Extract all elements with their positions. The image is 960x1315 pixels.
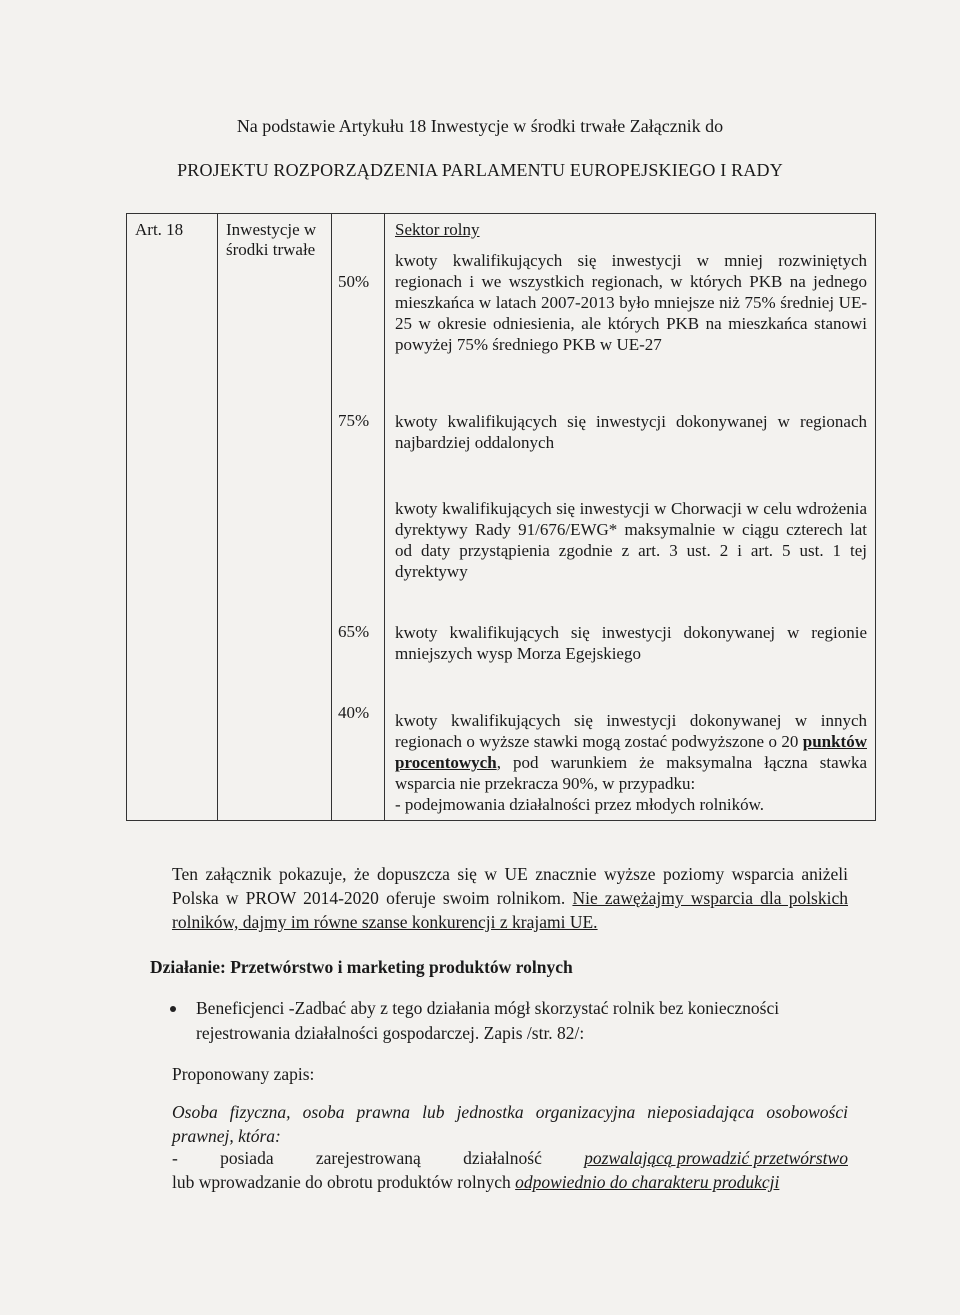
row-50-text: kwoty kwalifikujących się inwestycji w mniej rozwiniętych regionach i we wszystkich regionach, w których PKB na jednego mieszkańca w latach 2007-2013 było mniejsze niż 75% średniej UE-25 w okresie odniesienia, ale których PKB na mieszkańca stanowi powyżej 75% średniego PKB w UE-27: [395, 251, 867, 354]
percent-50: 50%: [338, 272, 370, 291]
row-croatia-text: kwoty kwalifikujących się inwestycji w Chorwacji w celu wdrożenia dyrektywy Rady 91/676/EWG* maksymalnie w ciągu czterech lat od daty przystąpienia zgodnie z art. 3 ust. 2 i art. 5 ust. 1 tej dyrektywy: [395, 499, 867, 581]
article-table: [126, 213, 876, 821]
proposal-line-2: [172, 1170, 848, 1194]
article-number: Art. 18: [135, 220, 184, 239]
summary-underlined: Nie zawężajmy wsparcia dla polskich rolników, dajmy im równe szanse konkurencji z krajami UE.: [172, 888, 849, 932]
sector-cell: [385, 214, 876, 821]
proposal-line-2-underlined: odpowiednio do charakteru produkcji: [515, 1172, 780, 1192]
row-40-bold: punktów procentowych: [395, 732, 867, 772]
phrase-pozwalajaca: pozwalającą prowadzić przetwórstwo: [584, 1148, 848, 1168]
percent-column: [332, 214, 385, 821]
category-cell: [218, 214, 332, 821]
row-40-text: [395, 710, 867, 815]
proposal-dash-block: [172, 1146, 848, 1194]
proposal-line-2-text: lub wprowadzanie do obrotu produktów rolnych: [172, 1172, 511, 1192]
category-label: Inwestycje w środki trwałe: [226, 220, 317, 259]
word-zarejestrowana: zarejestrowaną: [315, 1148, 421, 1168]
row-40-text-c: - podejmowania działalności przez młodych rolników.: [395, 795, 765, 814]
summary-text: Ten załącznik pokazuje, że dopuszcza się w UE znacznie wyższe poziomy wsparcia aniżeli Polska w PROW 2014-2020 oferuje swoim rolnikom.: [172, 864, 848, 908]
proposal-italic: [172, 1100, 848, 1148]
beneficiaries-bullet: [172, 996, 852, 1046]
row-75-text: kwoty kwalifikujących się inwestycji dokonywanej w regionach najbardziej oddalonych: [395, 412, 867, 452]
proposal-label: Proponowany zapis:: [172, 1064, 315, 1084]
row-40-text-b: , pod warunkiem że maksymalna łączna stawka wsparcia nie przekracza 90%, w przypadku:: [395, 753, 867, 793]
percent-75: 75%: [338, 411, 370, 430]
bullet-dot-icon: [170, 1006, 176, 1012]
article-cell: [127, 214, 218, 821]
percent-65: 65%: [338, 622, 370, 641]
header-line-2: PROJEKTU ROZPORZĄDZENIA PARLAMENTU EUROPEJSKIEGO I RADY: [177, 160, 783, 180]
action-heading: Działanie: Przetwórstwo i marketing produktów rolnych: [150, 957, 573, 977]
proposal-dash-row: [172, 1146, 848, 1170]
proposal-italic-text: Osoba fizyczna, osoba prawna lub jednostka organizacyjna nieposiadająca osobowości prawnej, która:: [172, 1102, 848, 1146]
dash: -: [172, 1148, 178, 1168]
sector-title: Sektor rolny: [395, 220, 480, 239]
percent-40: 40%: [338, 703, 370, 722]
header-line-1: Na podstawie Artykułu 18 Inwestycje w środki trwałe Załącznik do: [236, 116, 724, 136]
summary-paragraph: [172, 862, 848, 934]
row-40-text-a: kwoty kwalifikujących się inwestycji dokonywanej w innych regionach o wyższe stawki mogą zostać podwyższone o 20: [395, 711, 867, 751]
bullet-text: Beneficjenci -Zadbać aby z tego działania mógł skorzystać rolnik bez konieczności rejestrowania działalności gospodarczej. Zapis /str. 82/:: [196, 998, 780, 1043]
row-65-text: kwoty kwalifikujących się inwestycji dokonywanej w regionie mniejszych wysp Morza Egejskiego: [395, 623, 867, 663]
word-posiada: posiada: [220, 1148, 274, 1168]
word-dzialalnosc: działalność: [463, 1148, 542, 1168]
